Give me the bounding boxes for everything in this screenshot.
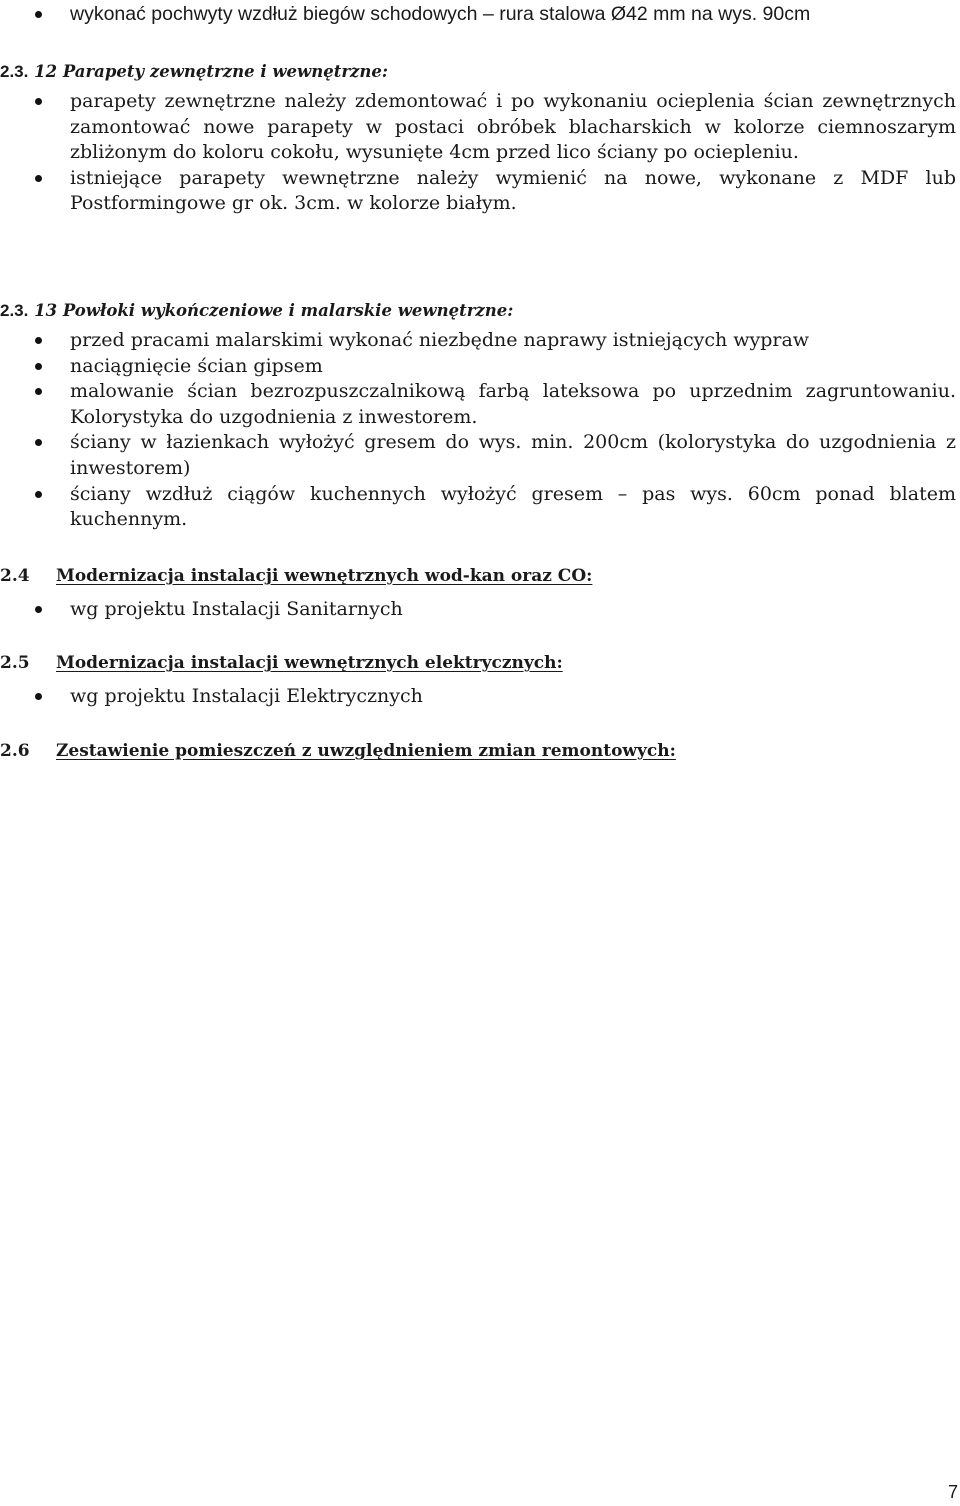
section-number: 2.6: [0, 741, 30, 761]
list-item-text: wg projektu Instalacji Sanitarnych: [70, 598, 403, 620]
list-item: [0, 597, 960, 623]
section-2-4-body: [0, 597, 960, 623]
list-item-text: malowanie ścian bezrozpuszczalnikową farbą lateksowa po uprzednim zagruntowaniu. Kolorystyka do uzgodnienia z inwestorem.: [70, 380, 956, 428]
section-2-3-13-body: [0, 328, 960, 533]
section-2-5-list: [0, 684, 960, 710]
list-item-text: parapety zewnętrzne należy zdemontować i po wykonaniu ocieplenia ścian zewnętrznych zamontować nowe parapety w postaci obróbek blacharskich w kolorze ciemnoszarym zbliżonym do koloru cokołu, wysunięte 4cm przed lico ściany po ociepleniu.: [70, 90, 956, 164]
section-number: 2.3.: [0, 301, 29, 320]
section-title: 12 Parapety zewnętrzne i wewnętrzne:: [34, 62, 389, 81]
intro-bullet-list: [0, 2, 960, 28]
section-number: 2.3.: [0, 62, 29, 81]
page-number: 7: [947, 1482, 958, 1502]
section-2-3-13-list: [0, 328, 960, 533]
intro-bullet-block: [0, 2, 960, 28]
list-item: [0, 328, 960, 354]
list-item-text: istniejące parapety wewnętrzne należy wymienić na nowe, wykonane z MDF lub Postformingowe gr ok. 3cm. w kolorze białym.: [70, 166, 956, 215]
list-item: [0, 354, 960, 380]
bullet-icon: [35, 491, 42, 498]
bullet-icon: [35, 337, 42, 344]
section-2-3-12-body: [0, 89, 960, 217]
section-title: Modernizacja instalacji wewnętrznych wod-kan oraz CO:: [56, 566, 593, 586]
section-heading-2-6: [0, 741, 676, 761]
section-2-5-body: [0, 684, 960, 710]
bullet-icon: [35, 388, 42, 395]
section-heading-2-3-12: [0, 62, 388, 82]
section-2-4-list: [0, 597, 960, 623]
list-item-text: przed pracami malarskimi wykonać niezbędne naprawy istniejących wypraw: [70, 329, 810, 351]
list-item: [0, 89, 960, 166]
section-title: Zestawienie pomieszczeń z uwzględnieniem zmian remontowych:: [56, 741, 676, 761]
bullet-icon: [35, 363, 42, 370]
list-item-text: ściany wzdłuż ciągów kuchennych wyłożyć gresem – pas wys. 60cm ponad blatem kuchennym.: [70, 482, 956, 531]
list-item: [0, 482, 960, 533]
list-item-text: naciągnięcie ścian gipsem: [70, 354, 323, 377]
bullet-icon: [35, 693, 42, 700]
section-number: 2.4: [0, 566, 30, 586]
section-heading-2-3-13: [0, 301, 513, 321]
section-heading-2-4: [0, 566, 592, 586]
list-item: [0, 379, 960, 430]
section-heading-2-5: [0, 653, 563, 673]
bullet-icon: [35, 98, 42, 105]
section-title: Modernizacja instalacji wewnętrznych elektrycznych:: [56, 653, 563, 673]
list-item: [0, 2, 960, 28]
bullet-icon: [35, 439, 42, 446]
list-item-text: ściany w łazienkach wyłożyć gresem do wys. min. 200cm (kolorystyka do uzgodnienia z inwestorem): [70, 431, 956, 479]
bullet-icon: [35, 606, 42, 613]
bullet-icon: [35, 175, 42, 182]
section-2-3-12-list: [0, 89, 960, 217]
list-item-text: wg projektu Instalacji Elektrycznych: [70, 685, 423, 707]
list-item: [0, 430, 960, 481]
section-title: 13 Powłoki wykończeniowe i malarskie wewnętrzne:: [34, 301, 514, 320]
section-number: 2.5: [0, 653, 30, 673]
bullet-icon: [35, 11, 42, 18]
list-item-text: wykonać pochwyty wzdłuż biegów schodowych – rura stalowa Ø42 mm na wys. 90cm: [70, 3, 811, 25]
list-item: [0, 684, 960, 710]
list-item: [0, 166, 960, 217]
